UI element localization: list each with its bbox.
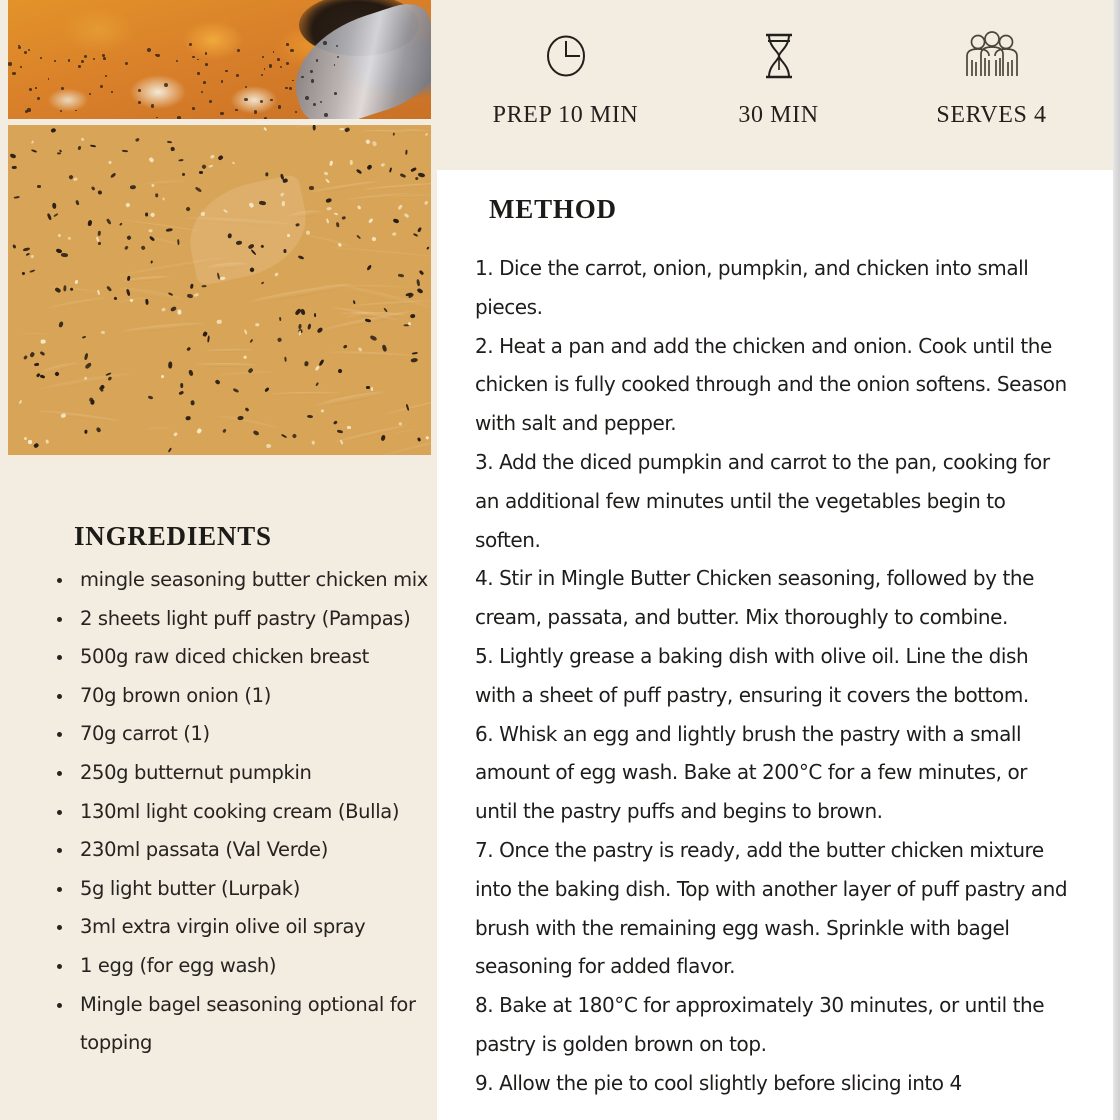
method-steps-list <box>457 249 1068 1103</box>
ingredient-item <box>54 870 437 909</box>
photo-speck <box>264 117 267 119</box>
photo-speck <box>105 75 107 77</box>
photo-speck <box>177 116 180 119</box>
method-step: 2. Heat a pan and add the chicken and onion. Cook until the chicken is fully cooked through and the onion softens. Season with salt and pepper. <box>475 333 1067 436</box>
ingredient-item <box>54 947 437 986</box>
bullet-icon <box>57 694 62 699</box>
sesame-seed <box>347 426 351 429</box>
photo-speck <box>197 72 199 74</box>
bullet-icon <box>57 964 62 969</box>
sesame-seed <box>350 160 353 165</box>
photo-speck <box>29 88 32 91</box>
nigella-seed <box>155 193 158 197</box>
bullet-icon <box>57 925 62 930</box>
photo-speck <box>311 79 315 83</box>
meta-label-prep-time: PREP 10 MIN <box>492 102 639 128</box>
ingredient-label: 130ml light cooking cream (Bulla) <box>80 799 400 823</box>
ingredient-item <box>54 793 437 832</box>
photo-speck <box>323 41 327 45</box>
method-step: 6. Whisk an egg and lightly brush the pastry with a small amount of egg wash. Bake at 200°C for a few minutes, or until the pastry puffs and begins to brown. <box>475 721 1028 824</box>
nigella-seed <box>61 252 68 256</box>
nigella-seed <box>366 386 370 389</box>
method-step: 9. Allow the pie to cool slightly before slicing into 4 <box>475 1070 962 1095</box>
meta-item-prep-time <box>491 0 641 129</box>
sesame-seed <box>371 387 373 391</box>
clock-icon <box>542 30 590 82</box>
photo-speck <box>305 96 309 100</box>
photo-speck <box>336 45 338 47</box>
photo-speck <box>235 109 237 111</box>
ingredient-label: 70g brown onion (1) <box>80 683 271 707</box>
hourglass-icon <box>756 30 802 82</box>
photo-speck <box>40 57 42 59</box>
photo-speck <box>100 85 103 88</box>
ingredient-label: 500g raw diced chicken breast <box>80 645 369 669</box>
method-heading: METHOD <box>489 194 617 224</box>
meta-label-cook-time: 30 MIN <box>738 102 819 128</box>
photo-speck <box>285 87 287 89</box>
page-scrollbar[interactable] <box>1113 0 1120 1120</box>
nigella-seed <box>309 186 314 190</box>
photo-speck <box>192 107 195 110</box>
ingredient-item <box>54 831 437 870</box>
sesame-seed <box>109 161 112 164</box>
photo-speck <box>220 112 224 116</box>
butter-chicken-filling-photo <box>8 0 431 119</box>
nigella-seed <box>145 212 148 216</box>
people-group-icon <box>963 30 1021 82</box>
photo-speck <box>192 56 195 59</box>
photo-speck <box>68 59 70 61</box>
photo-speck <box>209 100 212 103</box>
bullet-icon <box>57 578 62 583</box>
photo-speck <box>18 46 21 49</box>
ingredient-label: 1 egg (for egg wash) <box>80 953 277 977</box>
meta-item-servings <box>917 0 1067 129</box>
ingredient-label: 70g carrot (1) <box>80 722 210 746</box>
photo-speck <box>260 100 263 103</box>
ingredient-label: 230ml passata (Val Verde) <box>80 838 328 862</box>
left-column <box>0 0 437 1120</box>
photo-speck <box>125 62 128 65</box>
ingredient-item <box>54 677 437 716</box>
photo-speck <box>111 91 113 93</box>
photo-speck <box>203 81 206 84</box>
photo-speck <box>278 105 281 108</box>
ingredient-item <box>54 986 437 1063</box>
photo-speck <box>27 108 30 111</box>
nigella-seed <box>90 399 95 404</box>
ingredient-label: Mingle bagel seasoning optional for topping <box>80 992 416 1055</box>
nigella-seed <box>63 285 66 291</box>
meta-item-cook-time <box>704 0 854 129</box>
photo-speck <box>25 110 28 113</box>
ingredient-label: 3ml extra virgin olive oil spray <box>80 915 366 939</box>
ingredient-item <box>54 715 437 754</box>
sesame-seed <box>23 437 27 440</box>
photo-speck <box>264 68 266 70</box>
photo-speck <box>201 91 203 93</box>
photo-speck <box>225 70 227 72</box>
photo-speck <box>8 62 11 65</box>
photo-speck <box>295 111 297 113</box>
nigella-seed <box>145 299 149 305</box>
photo-speck <box>37 97 40 100</box>
nigella-seed <box>98 231 101 236</box>
ingredient-item <box>54 600 437 639</box>
bullet-icon <box>57 655 62 660</box>
nigella-seed <box>202 285 207 287</box>
photo-speck <box>54 60 56 62</box>
right-column <box>437 0 1120 1120</box>
bullet-icon <box>57 771 62 776</box>
photo-speck <box>12 72 16 76</box>
ingredient-label: 2 sheets light puff pastry (Pampas) <box>80 606 411 630</box>
nigella-seed <box>186 415 191 420</box>
photo-speck <box>324 113 328 117</box>
photo-speck <box>89 93 91 95</box>
photo-speck <box>254 110 258 114</box>
method-step: 3. Add the diced pumpkin and carrot to the pan, cooking for an additional few minutes until the vegetables begin to soften. <box>475 449 1050 552</box>
baked-puff-pastry-photo <box>8 125 431 455</box>
sesame-seed <box>200 211 205 216</box>
bullet-icon <box>57 810 62 815</box>
nigella-seed <box>37 185 41 188</box>
photo-speck <box>286 43 289 46</box>
photo-speck <box>61 87 64 90</box>
recipe-meta-bar <box>437 0 1120 170</box>
bullet-icon <box>57 848 62 853</box>
ingredient-label: 5g light butter (Lurpak) <box>80 876 300 900</box>
photo-speck <box>35 87 37 89</box>
ingredient-item <box>54 561 437 600</box>
nigella-seed <box>84 429 87 433</box>
method-step: 4. Stir in Mingle Butter Chicken seasoning, followed by the cream, passata, and butter. Mix thoroughly to combine. <box>475 566 1034 630</box>
bullet-icon <box>57 1003 62 1008</box>
bullet-icon <box>57 732 62 737</box>
method-step: 8. Bake at 180°C for approximately 30 minutes, or until the pastry is golden brown on top. <box>475 993 1045 1056</box>
sesame-seed <box>220 276 226 280</box>
photo-speck <box>205 52 207 54</box>
method-step: 7. Once the pastry is ready, add the butter chicken mixture into the baking dish. Top with another layer of puff pastry and brush with the remaining egg wash. Sprinkle with bagel seasoning for added flavor. <box>475 837 1068 979</box>
bullet-icon <box>57 617 62 622</box>
ingredients-section <box>0 455 437 1063</box>
method-step: 1. Dice the carrot, onion, pumpkin, and chicken into small pieces. <box>475 256 1029 319</box>
photo-speck <box>28 49 30 51</box>
nigella-seed <box>398 273 404 277</box>
ingredients-heading: INGREDIENTS <box>74 521 272 551</box>
ingredient-label: 250g butternut pumpkin <box>80 760 312 784</box>
meta-label-servings: SERVES 4 <box>936 102 1047 128</box>
photo-speck <box>270 99 273 102</box>
sesame-seed <box>30 254 34 258</box>
method-section <box>437 170 1120 1103</box>
bullet-icon <box>57 887 62 892</box>
photo-speck <box>334 92 337 95</box>
ingredients-list <box>0 561 437 1063</box>
sesame-seed <box>177 309 181 314</box>
nigella-seed <box>57 152 61 154</box>
photo-speck <box>138 101 141 104</box>
method-step: 5. Lightly grease a baking dish with olive oil. Line the dish with a sheet of puff pastry, ensuring it covers the bottom. <box>475 643 1029 707</box>
ingredient-item <box>54 908 437 947</box>
ingredient-item <box>54 754 437 793</box>
sesame-seed <box>27 440 31 444</box>
photo-speck <box>289 87 292 90</box>
ingredient-label: mingle seasoning butter chicken mix <box>80 568 428 591</box>
sesame-seed <box>282 201 285 206</box>
photo-speck <box>103 57 106 60</box>
ingredient-item <box>54 638 437 677</box>
photo-speck <box>78 65 81 68</box>
sesame-seed <box>74 280 78 284</box>
nigella-seed <box>259 200 266 205</box>
